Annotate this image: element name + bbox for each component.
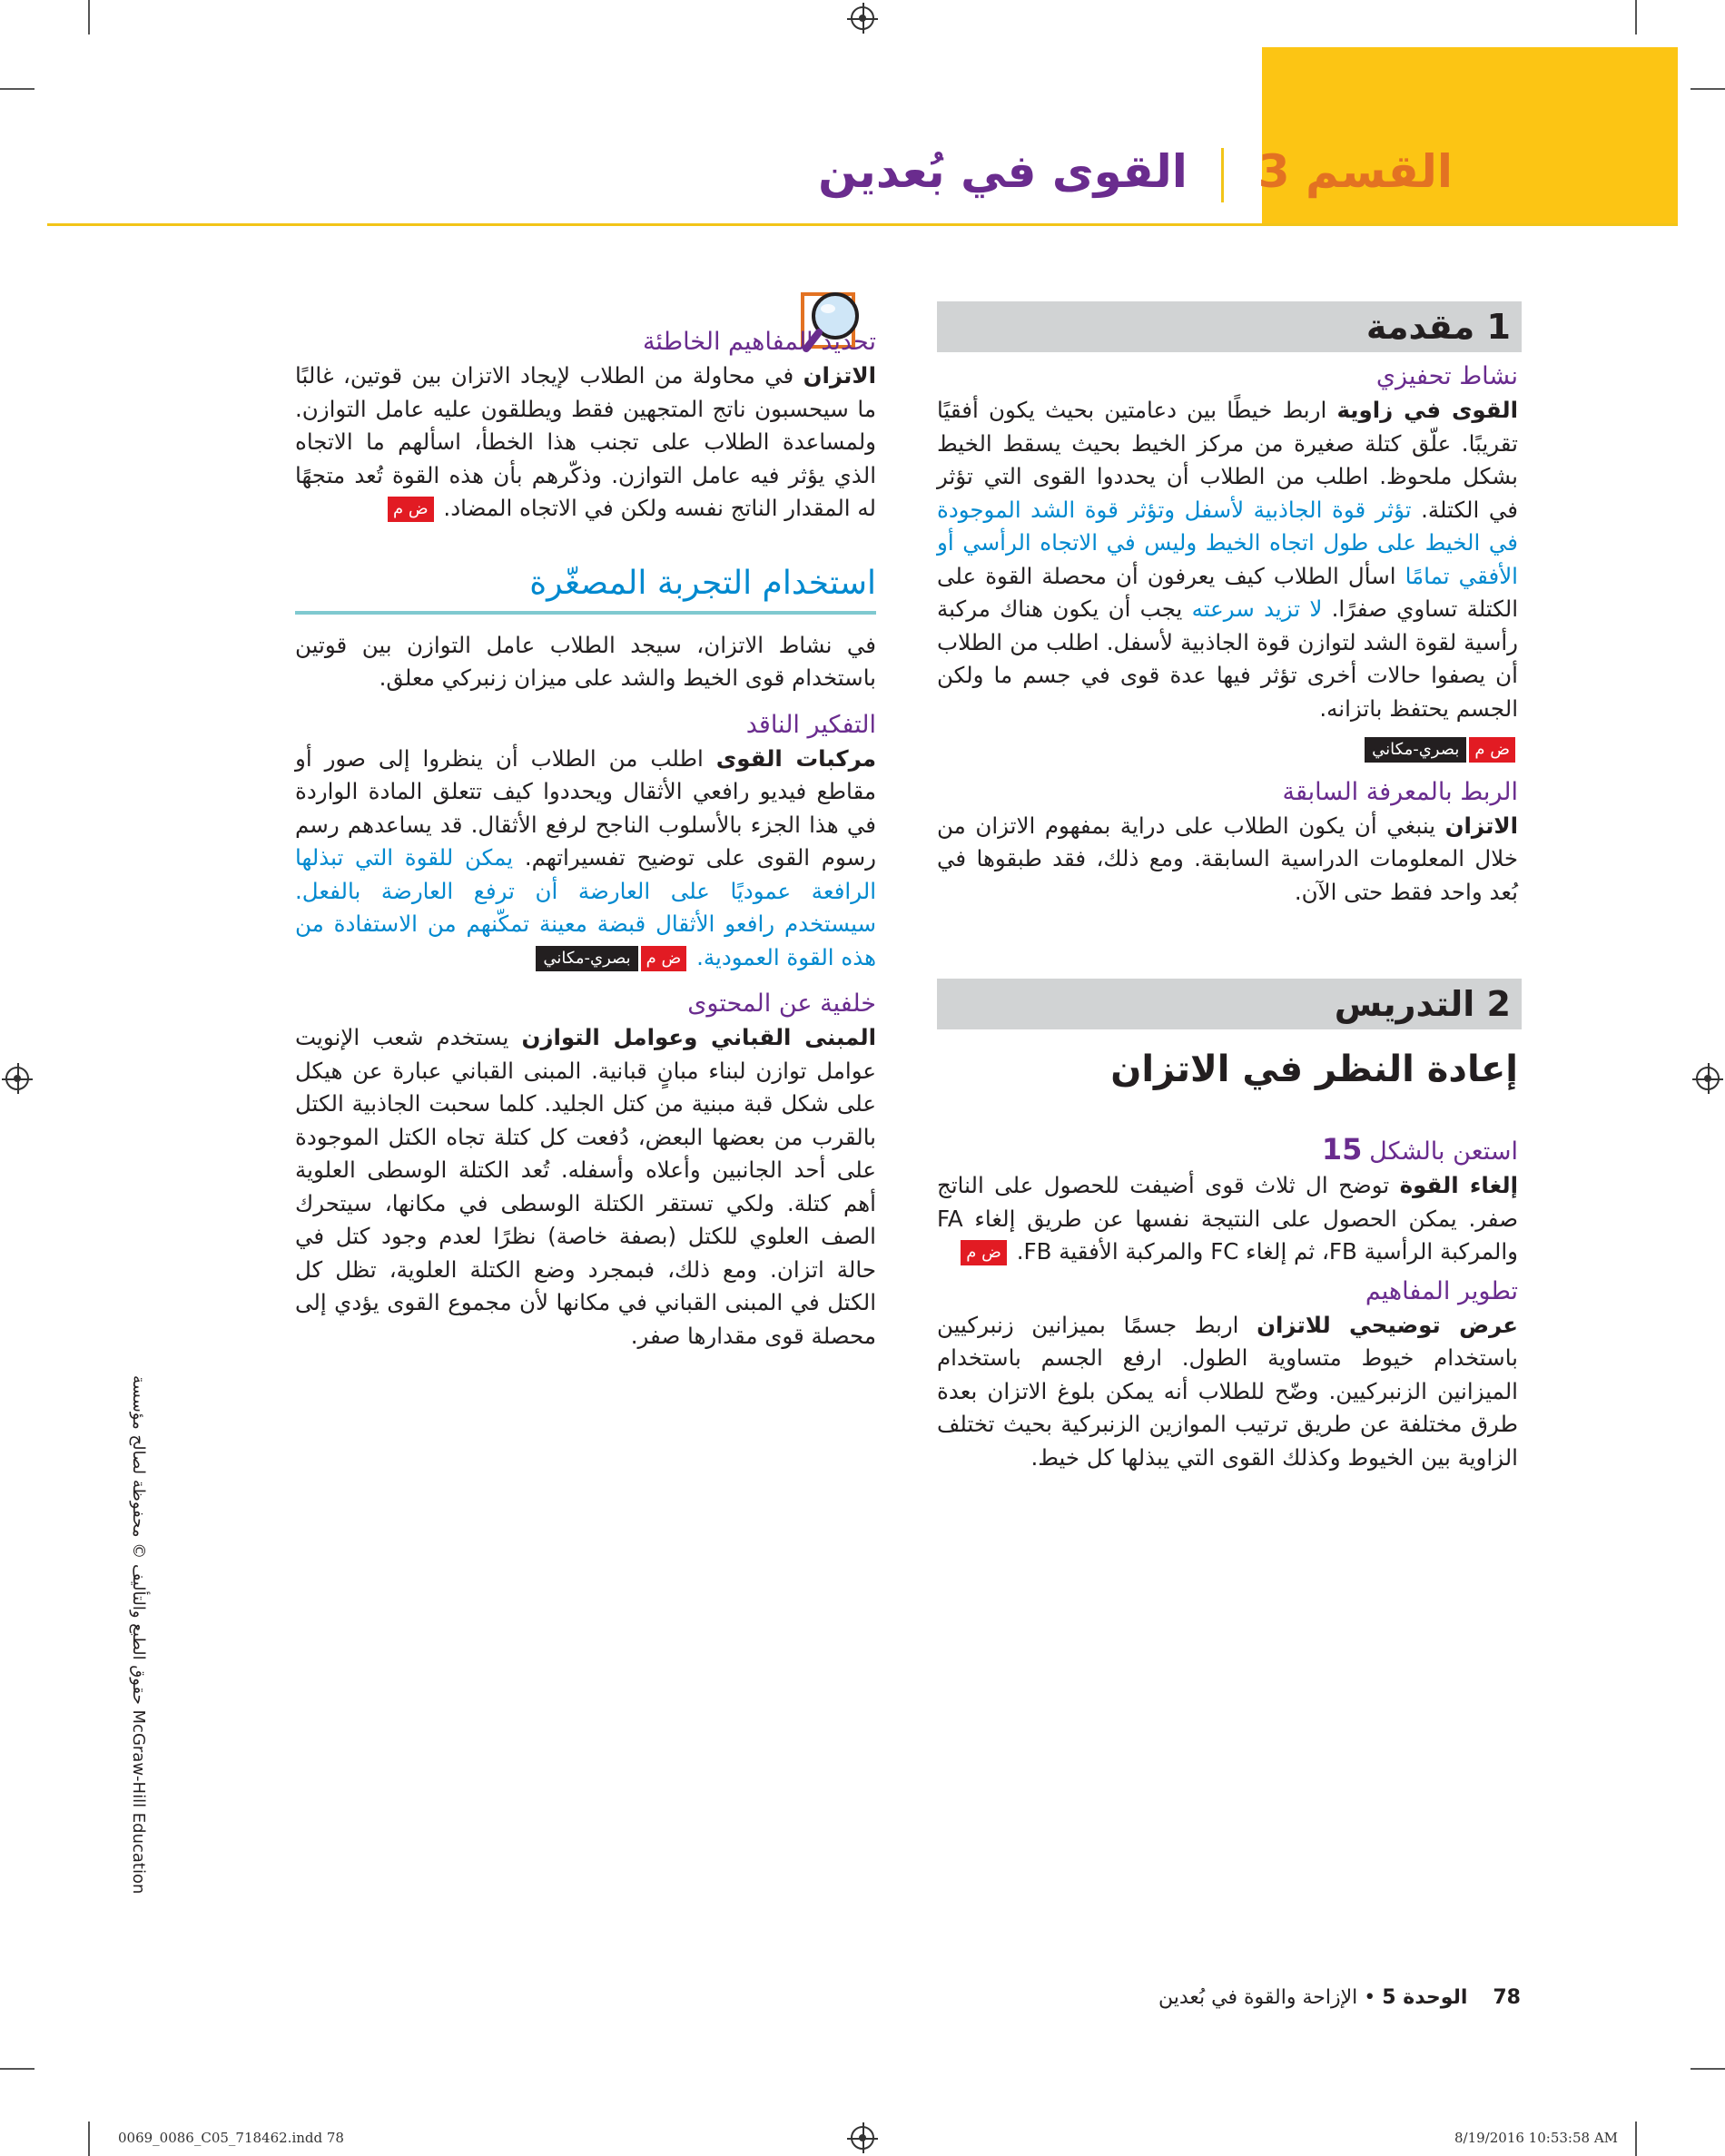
- header-rule: [47, 223, 1678, 226]
- background-heading: خلفية عن المحتوى: [687, 989, 876, 1018]
- prior-paragraph: الاتزان ينبغي أن يكون الطلاب على دراية بمفهوم الاتزان من خلال المعلومات الدراسية السابقة. ومع ذلك، فقد طبقوها في بُعد واحد فقط حتى الآن.: [937, 812, 1518, 905]
- level-tag: ض م: [1469, 737, 1515, 763]
- unit-label: الوحدة 5: [1382, 1986, 1468, 2009]
- answer-text: تؤثر قوة الجاذبية لأسفل وتؤثر قوة الشد الموجودة في الخيط على طول اتجاه الخيط وليس في الاتجاه الرأسي أو الأفقي تمامًا: [937, 496, 1518, 589]
- motivation-tags: [937, 733, 1518, 766]
- critical-paragraph: مركبات القوى اطلب من الطلاب أن ينظروا إلى صور أو مقاطع فيديو رافعي الأثقال ويحددوا كيف تتعلق المادة الواردة في هذا الجزء بالأسلوب الناجح لرفع الأثقال. قد يساعدهم رسم رسوم القوى على توضيح تفسيراتهم. يمكن للقوة التي تبذلها الرافعة عموديًا على العارضة أن ترفع العارضة بالفعل. سيستخدم رافعو الأثقال قبضة معينة تمكّنهم من الاستفادة من هذه القوة العمودية. ض مبصري-مكاني: [295, 744, 876, 970]
- page-footer: 78 الوحدة 5 • الإزاحة والقوة في بُعدين: [1158, 1986, 1521, 2009]
- crop-mark: [0, 2068, 34, 2070]
- registration-mark-icon: [851, 2126, 874, 2150]
- background-lead: المبنى القباني وعوامل التوازن: [521, 1024, 877, 1050]
- crop-mark: [0, 88, 34, 90]
- critical-heading: التفكير الناقد: [745, 710, 876, 739]
- concepts-heading: تطوير المفاهيم: [1365, 1276, 1518, 1305]
- level-tag: ض م: [641, 946, 687, 971]
- critical-lead: مركبات القوى: [715, 744, 876, 772]
- prior-heading: الربط بالمعرفة السابقة: [1282, 777, 1518, 806]
- prior-lead: الاتزان: [1444, 812, 1518, 839]
- registration-mark-icon: [5, 1067, 29, 1090]
- unit-title: الإزاحة والقوة في بُعدين: [1158, 1986, 1358, 2009]
- motivation-paragraph: القوى في زاوية اربط خيطًا بين دعامتين بحيث يكون أفقيًا تقريبًا. علّق كتلة صغيرة من مركز الخيط بحيث يسقط الخيط بشكل ملحوظ. اطلب من الطلاب أن يحددوا القوى التي تؤثر في الكتلة. تؤثر قوة الجاذبية لأسفل وتؤثر قوة الشد الموجودة في الخيط على طول اتجاه الخيط وليس في الاتجاه الرأسي أو الأفقي تمامًا اسأل الطلاب كيف يعرفون أن محصلة القوة على الكتلة تساوي صفرًا. لا تزيد سرعته يجب أن يكون هناك مركبة رأسية لقوة الشد لتوازن قوة الجاذبية لأسفل. اطلب من الطلاب أن يصفوا حالات أخرى تؤثر فيها عدة قوى في جسم ما ولكن الجسم يحتفظ باتزانه.: [937, 397, 1519, 722]
- motivation-lead: القوى في زاوية: [1336, 397, 1518, 423]
- minilab-rule: [295, 611, 876, 615]
- crop-mark: [1635, 2122, 1637, 2156]
- minilab-heading: استخدام التجربة المصغّرة: [529, 564, 876, 602]
- crop-mark: [1690, 2068, 1725, 2070]
- date-slug: 8/19/2016 10:53:58 AM: [1454, 2130, 1619, 2146]
- misconceptions-lead: الاتزان: [803, 362, 876, 389]
- style-tag: بصري-مكاني: [536, 946, 637, 971]
- section-number: 3: [1257, 145, 1290, 198]
- motivation-heading: نشاط تحفيزي: [1375, 362, 1518, 390]
- left-column: [295, 325, 876, 1353]
- answer-text: لا تزيد سرعته: [1191, 596, 1323, 622]
- answer-text: يمكن للقوة التي تبذلها الرافعة عموديًا على العارضة أن ترفع العارضة بالفعل. سيستخدم رافعو الأثقال قبضة معينة تمكّنهم من الاستفادة من هذه القوة العمودية.: [295, 844, 876, 970]
- concepts-paragraph: عرض توضيحي للاتزان اربط جسمًا بميزانين زنبركيين باستخدام خيوط متساوية الطول. ارفع الجسم باستخدام الميزانين الزنبركيين. وضّح للطلاب أنه يمكن بلوغ الاتزان بعدة طرق مختلفة عن طريق ترتيب الموازين الزنبركية بحيث تختلف الزاوية بين الخيوط وكذلك القوى التي يبذلها كل خيط.: [937, 1311, 1519, 1471]
- section-title: [818, 145, 1453, 202]
- registration-mark-icon: [1696, 1067, 1720, 1090]
- misconceptions-paragraph: الاتزان في محاولة من الطلاب لإيجاد الاتزان بين قوتين، غالبًا ما سيحسبون ناتج المتجهين فقط ويطلقون عليه عامل التوازن. ولمساعدة الطلاب على تجنب هذا الخطأ، اسألهم ما الاتجاه الذي يؤثر فيه عامل التوازن. وذكّرهم بأن هذه القوة تُعد متجهًا له المقدار الناتج نفسه ولكن في الاتجاه المضاد. ض م: [295, 362, 876, 521]
- title-divider: [1221, 148, 1224, 202]
- intro-body: [937, 359, 1518, 909]
- file-slug: 0069_0086_C05_718462.indd 78: [118, 2130, 344, 2146]
- figure-heading: استعن بالشكل 15: [1321, 1132, 1518, 1167]
- crop-mark: [88, 2122, 90, 2156]
- teach-heading: 2 التدريس: [937, 979, 1522, 1029]
- section-label: القسم: [1306, 145, 1453, 198]
- figure-lead: إلغاء القوة: [1399, 1172, 1518, 1198]
- level-tag: ض م: [388, 497, 434, 522]
- concepts-lead: عرض توضيحي للاتزان: [1257, 1311, 1519, 1338]
- level-tag: ض م: [961, 1240, 1007, 1265]
- crop-mark: [1690, 88, 1725, 90]
- minilab-paragraph: في نشاط الاتزان، سيجد الطلاب عامل التوازن بين قوتين باستخدام قوى الخيط والشد على ميزان زنبركي معلق.: [295, 631, 876, 691]
- figure-paragraph: إلغاء القوة توضح ال ثلاث قوى أضيفت للحصول على الناتج صفر. يمكن الحصول على النتيجة نفسها عن طريق إلغاء FA والمركبة الرأسية FB، ثم إلغاء FC والمركبة الأفقية FB. ض م: [937, 1172, 1518, 1265]
- copyright-note: حقوق الطبع والتأليف © محفوظة لصالح مؤسسة McGraw-Hill Education: [129, 1375, 148, 1895]
- figure-number: 15: [1321, 1132, 1363, 1167]
- teach-body: [937, 1046, 1518, 1474]
- registration-mark-icon: [851, 6, 874, 30]
- crop-mark: [88, 0, 90, 34]
- section-name: القوى في بُعدين: [818, 145, 1188, 198]
- style-tag: بصري-مكاني: [1365, 737, 1466, 763]
- intro-heading: 1 مقدمة: [937, 301, 1522, 352]
- misconceptions-heading: تحديد المفاهيم الخاطئة: [642, 328, 876, 356]
- background-paragraph: المبنى القباني وعوامل التوازن يستخدم شعب الإنويت عوامل توازن لبناء مبانٍ قبانية. المبنى القباني عبارة عن هيكل على شكل قبة مبنية من كتل الجليد. كلما سحبت الجاذبية الكتل بالقرب من بعضها البعض، دُفعت كل كتلة تجاه الكتل الموجودة على أحد الجانبين وأعلاه وأسفله. تُعد الكتلة الوسطى العلوية أهم كتلة. ولكي تستقر الكتلة الوسطى في مكانها، سيتحرك الصف العلوي للكتل (بصفة خاصة) نظرًا لعدم وجود كتل في حالة اتزان. ومع ذلك، فبمجرد وضع الكتلة العلوية، تظل كل الكتل في المبنى القباني في مكانها لأن مجموع القوى يؤدي إلى محصلة قوى مقدارها صفر.: [295, 1024, 877, 1349]
- crop-mark: [1635, 0, 1637, 34]
- page-number: 78: [1493, 1986, 1521, 2009]
- equilibrium-heading: إعادة النظر في الاتزان: [1110, 1048, 1518, 1090]
